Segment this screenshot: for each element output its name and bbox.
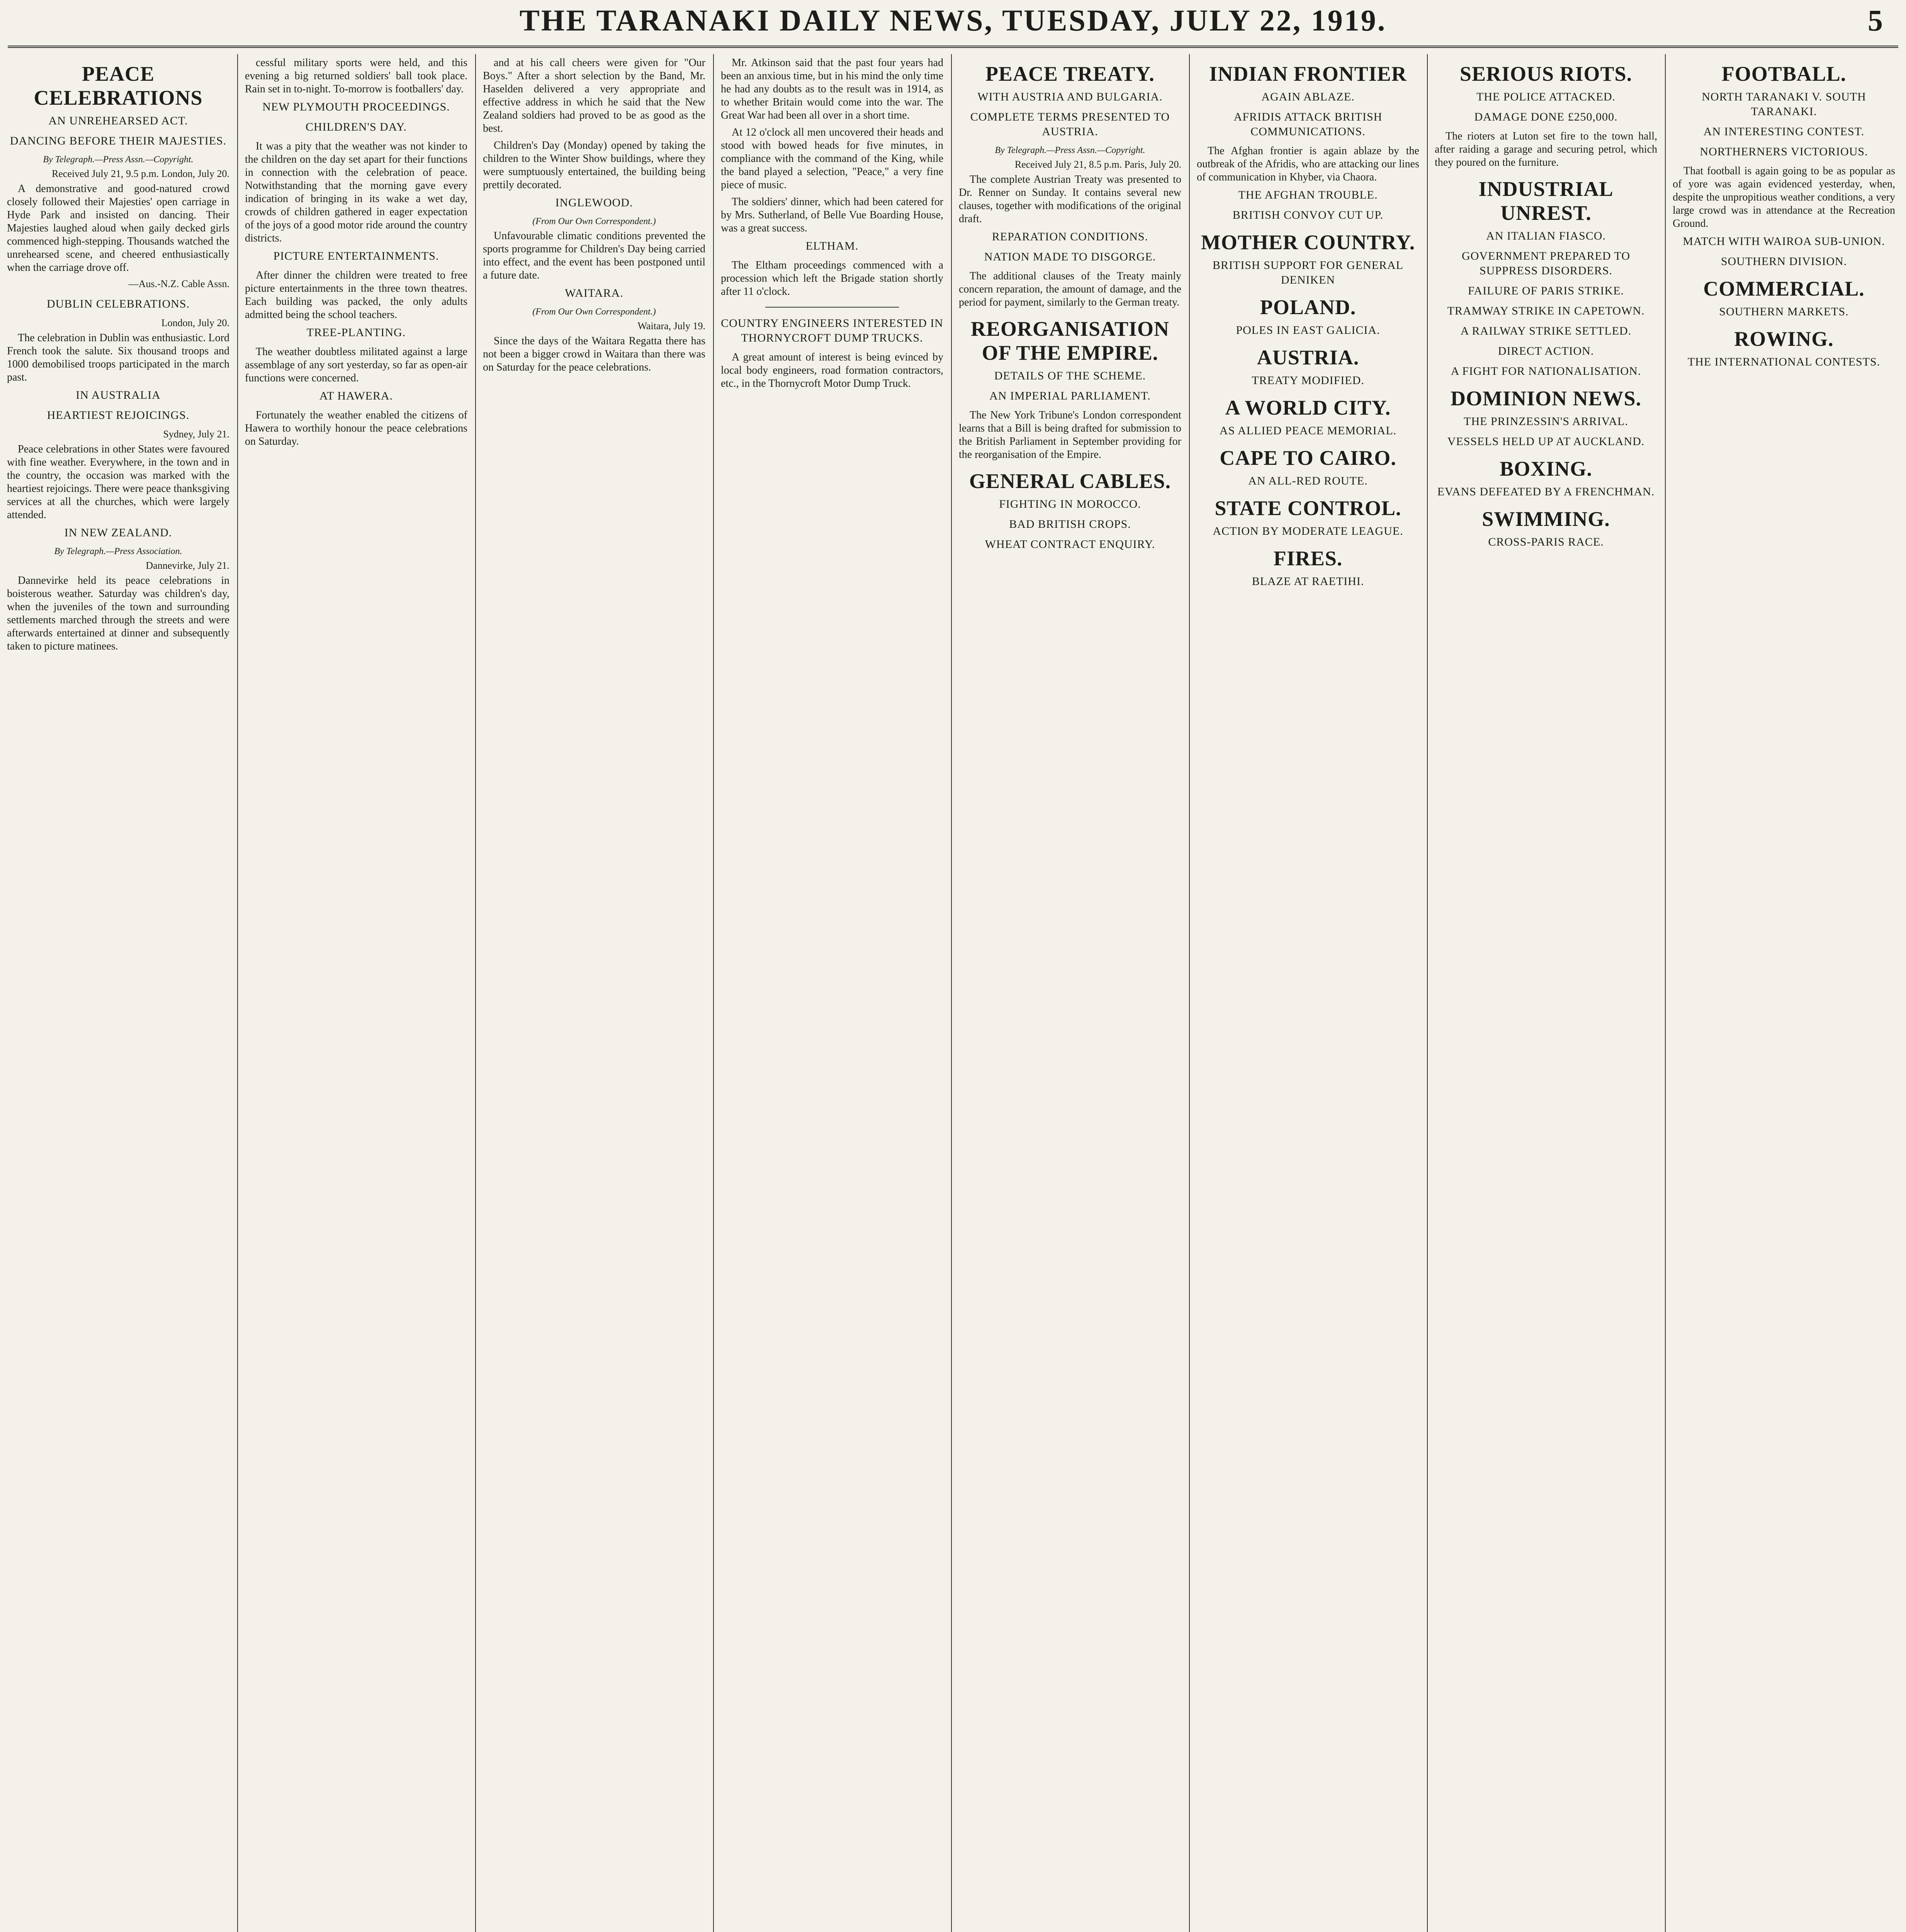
subhead: BAD BRITISH CROPS.: [1009, 518, 1131, 531]
headline-commercial: COMMERCIAL.: [1703, 277, 1865, 300]
headline-industrial-unrest: INDUSTRIAL UNREST.: [1478, 177, 1614, 224]
headline-peace-treaty: PEACE TREATY.: [985, 62, 1155, 85]
headline-boxing: BOXING.: [1500, 457, 1592, 480]
article-paragraph: The soldiers' dinner, which had been catered for by Mrs. Sutherland, of Belle Vue Boarding House, was a great success.: [721, 196, 943, 234]
credit-line: By Telegraph.—Press Association.: [54, 546, 182, 556]
article-paragraph: The celebration in Dublin was enthusiastic. Lord French took the salute. Six thousand troops and 1000 demobilised troops participated in the march past.: [7, 332, 229, 383]
subhead: A FIGHT FOR NATIONALISATION.: [1451, 365, 1641, 378]
subhead: IN NEW ZEALAND.: [64, 526, 172, 539]
headline-cape-to-cairo: CAPE TO CAIRO.: [1220, 446, 1396, 469]
article-paragraph: A demonstrative and good-natured crowd closely followed their Majesties' open carriage in Hyde Park and insisted on dancing. Their Majesties laughed aloud when gaily decked girls commenced high-stepping. Thousands watched the unrehearsed scene, and cheered enthusiastically when the carriage drove off.: [7, 183, 229, 274]
credit-line: (From Our Own Correspondent.): [532, 307, 656, 317]
headline-football: FOOTBALL.: [1721, 62, 1847, 85]
subhead: NORTH TARANAKI V. SOUTH TARANAKI.: [1702, 90, 1866, 118]
subhead: COUNTRY ENGINEERS INTERESTED IN THORNYCROFT DUMP TRUCKS.: [721, 317, 943, 344]
credit-line: By Telegraph.—Press Assn.—Copyright.: [995, 145, 1145, 155]
credit-line: (From Our Own Correspondent.): [532, 216, 656, 226]
subhead: CROSS-PARIS RACE.: [1488, 536, 1604, 548]
subhead: AN ITALIAN FIASCO.: [1486, 230, 1606, 242]
subhead: PICTURE ENTERTAINMENTS.: [273, 250, 439, 262]
dateline: London, July 20.: [161, 317, 229, 328]
headline-serious-riots: SERIOUS RIOTS.: [1459, 62, 1633, 85]
article-paragraph: The New York Tribune's London correspondent learns that a Bill is being drafted for submission to the British Parliament in September providing for the reorganisation of the Empire.: [959, 409, 1181, 461]
subhead: DIRECT ACTION.: [1498, 345, 1594, 357]
article-paragraph: That football is again going to be as popular as of yore was again evidenced yesterday, when, despite the unpropitious weather conditions, a very large crowd was in attendance at the Recreation Ground.: [1673, 165, 1895, 230]
subhead: AN UNREHEARSED ACT.: [48, 114, 188, 127]
column-4: [714, 54, 950, 1932]
subhead: WAITARA.: [565, 287, 623, 299]
subhead: CHILDREN'S DAY.: [305, 121, 407, 133]
headline-world-city: A WORLD CITY.: [1225, 396, 1391, 419]
subhead: DAMAGE DONE £250,000.: [1474, 111, 1618, 123]
article-paragraph: Unfavourable climatic conditions prevented the sports programme for Children's Day being carried into effect, and the event has been postponed until a future date.: [483, 230, 705, 281]
article-paragraph: The Afghan frontier is again ablaze by the outbreak of the Afridis, who are attacking our lines of communication in Khyber, via Chaora.: [1197, 145, 1419, 183]
subhead: AT HAWERA.: [319, 389, 393, 402]
subhead: AFRIDIS ATTACK BRITISH COMMUNICATIONS.: [1233, 111, 1383, 138]
headline-swimming: SWIMMING.: [1482, 507, 1610, 531]
article-paragraph: The rioters at Luton set fire to the town hall, after raiding a garage and securing petrol, which they poured on the furniture.: [1435, 130, 1657, 168]
article-paragraph: The Eltham proceedings commenced with a procession which left the Brigade station shortly after 11 o'clock.: [721, 259, 943, 298]
subhead: FAILURE OF PARIS STRIKE.: [1468, 284, 1624, 297]
column-8: [1666, 54, 1902, 1932]
subhead: NORTHERNERS VICTORIOUS.: [1700, 145, 1868, 158]
subhead: THE INTERNATIONAL CONTESTS.: [1687, 355, 1881, 368]
subhead: AGAIN ABLAZE.: [1261, 90, 1355, 103]
subhead: INGLEWOOD.: [555, 196, 633, 209]
subhead: TRAMWAY STRIKE IN CAPETOWN.: [1447, 304, 1645, 317]
subhead: THE AFGHAN TROUBLE.: [1238, 189, 1378, 201]
headline-indian-frontier: INDIAN FRONTIER: [1209, 62, 1407, 85]
subhead: MATCH WITH WAIROA SUB-UNION.: [1683, 235, 1885, 248]
subhead: SOUTHERN DIVISION.: [1721, 255, 1847, 268]
divider: [765, 307, 899, 308]
subhead: EVANS DEFEATED BY A FRENCHMAN.: [1437, 485, 1655, 498]
column-5: [952, 54, 1188, 1932]
article-paragraph: Since the days of the Waitara Regatta there has not been a bigger crowd in Waitara than there was on Saturday for the peace celebrations.: [483, 335, 705, 373]
headline-peace-celebrations: PEACE CELEBRATIONS: [34, 62, 203, 109]
dateline: Waitara, July 19.: [637, 320, 705, 332]
subhead: BLAZE AT RAETIHI.: [1252, 575, 1364, 588]
article-paragraph: After dinner the children were treated to free picture entertainments in the three town theatres. Each building was packed, the only adults admitted being the school teachers.: [245, 269, 467, 321]
column-2: [238, 54, 474, 1932]
headline-dominion-news: DOMINION NEWS.: [1450, 387, 1642, 410]
dateline: Sydney, July 21.: [163, 429, 229, 440]
subhead: DANCING BEFORE THEIR MAJESTIES.: [10, 134, 227, 147]
subhead: THE PRINZESSIN'S ARRIVAL.: [1464, 415, 1628, 428]
article-paragraph: Dannevirke held its peace celebrations in boisterous weather. Saturday was children's day, when the juveniles of the town and surrounding settlements marched through the streets and were afterwards entertained at dinner and subsequently taken to picture matinees.: [7, 575, 229, 652]
article-paragraph: Children's Day (Monday) opened by taking the children to the Winter Show buildings, where they were sumptuously entertained, the building being prettily decorated.: [483, 139, 705, 191]
subhead: GOVERNMENT PREPARED TO SUPPRESS DISORDERS.: [1462, 250, 1630, 277]
subhead: REPARATION CONDITIONS.: [992, 230, 1148, 243]
article-paragraph: cessful military sports were held, and this evening a big returned soldiers' ball took place. Rain set in to-night. To-morrow is footballers' day.: [245, 57, 467, 95]
column-7: [1428, 54, 1664, 1932]
subhead: VESSELS HELD UP AT AUCKLAND.: [1447, 435, 1645, 448]
subhead: SOUTHERN MARKETS.: [1719, 305, 1849, 318]
subhead: ACTION BY MODERATE LEAGUE.: [1213, 525, 1403, 537]
subhead: AN INTERESTING CONTEST.: [1703, 125, 1865, 138]
headline-fires: FIRES.: [1273, 547, 1343, 570]
column-3: [476, 54, 712, 1932]
subhead: COMPLETE TERMS PRESENTED TO AUSTRIA.: [970, 111, 1170, 138]
subhead: HEARTIEST REJOICINGS.: [47, 409, 190, 422]
headline-rowing: ROWING.: [1734, 327, 1834, 350]
subhead: AN IMPERIAL PARLIAMENT.: [989, 389, 1151, 402]
headline-poland: POLAND.: [1260, 296, 1356, 319]
masthead-rule: [8, 46, 1898, 48]
article-paragraph: A great amount of interest is being evinced by local body engineers, road formation contractors, etc., in the Thornycroft Motor Dump Truck.: [721, 351, 943, 389]
sign-off: —Aus.-N.Z. Cable Assn.: [128, 278, 229, 289]
headline-general-cables: GENERAL CABLES.: [969, 469, 1171, 493]
subhead: NATION MADE TO DISGORGE.: [984, 250, 1156, 263]
column-6: [1190, 54, 1426, 1932]
subhead: FIGHTING IN MOROCCO.: [999, 498, 1141, 510]
subhead: NEW PLYMOUTH PROCEEDINGS.: [262, 100, 450, 113]
subhead: WITH AUSTRIA AND BULGARIA.: [977, 90, 1163, 103]
subhead: POLES IN EAST GALICIA.: [1236, 324, 1380, 337]
dateline: Dannevirke, July 21.: [146, 560, 229, 571]
article-paragraph: The complete Austrian Treaty was presented to Dr. Renner on Sunday. It contains several new clauses, together with modifications of the original draft.: [959, 173, 1181, 225]
subhead: TREATY MODIFIED.: [1252, 374, 1364, 387]
subhead: IN AUSTRALIA: [76, 389, 161, 401]
subhead: DETAILS OF THE SCHEME.: [994, 369, 1146, 382]
article-paragraph: The additional clauses of the Treaty mainly concern reparation, the amount of damage, and the period for payment, similarly to the German treaty.: [959, 270, 1181, 308]
credit-line: By Telegraph.—Press Assn.—Copyright.: [43, 155, 194, 165]
dateline: Received July 21, 9.5 p.m. London, July 20.: [51, 168, 229, 179]
article-paragraph: It was a pity that the weather was not kinder to the children on the day set apart for their functions in connection with the celebration of peace. Notwithstanding that the morning gave every indication of bringing in its wake a wet day, crowds of children gathered in eager expectation of the joys of a good motor ride around the country districts.: [245, 140, 467, 244]
headline-state-control: STATE CONTROL.: [1215, 497, 1401, 520]
headline-reorganisation: REORGANISATION OF THE EMPIRE.: [970, 317, 1170, 364]
subhead: AN ALL-RED ROUTE.: [1248, 474, 1368, 487]
masthead-title: THE TARANAKI DAILY NEWS, TUESDAY, JULY 22, 1919.: [519, 3, 1387, 37]
headline-mother-country: MOTHER COUNTRY.: [1201, 231, 1415, 254]
subhead: A RAILWAY STRIKE SETTLED.: [1460, 325, 1632, 337]
subhead: ELTHAM.: [805, 240, 859, 252]
subhead: WHEAT CONTRACT ENQUIRY.: [985, 538, 1155, 551]
article-paragraph: Fortunately the weather enabled the citizens of Hawera to worthily honour the peace celebrations on Saturday.: [245, 409, 467, 447]
page-number: 5: [1868, 3, 1883, 37]
article-paragraph: Peace celebrations in other States were favoured with fine weather. Everywhere, in the town and in the country, the occasion was marked with the heartiest rejoicings. There were peace thanksgiving services at all the churches, which were largely attended.: [7, 443, 229, 521]
article-paragraph: Mr. Atkinson said that the past four years had been an anxious time, but in his mind the only time he had any doubts as to the result was in 1914, as to whether Britain would come into the war. The Great War had been all over in a short time.: [721, 57, 943, 121]
article-paragraph: and at his call cheers were given for "Our Boys." After a short selection by the Band, Mr. Haselden delivered a very appropriate and effective address in which he said that the New Zealand soldiers had proved to be as good as the best.: [483, 57, 705, 134]
subhead: TREE-PLANTING.: [306, 326, 406, 339]
subhead: DUBLIN CELEBRATIONS.: [47, 298, 190, 310]
headline-austria: AUSTRIA.: [1257, 346, 1359, 369]
subhead: BRITISH SUPPORT FOR GENERAL DENIKEN: [1213, 259, 1403, 286]
subhead: AS ALLIED PEACE MEMORIAL.: [1219, 424, 1397, 437]
article-paragraph: At 12 o'clock all men uncovered their heads and stood with bowed heads for five minutes, in compliance with the command of the King, while the band played a selection, "Peace," a very fine piece of music.: [721, 126, 943, 191]
masthead: [0, 0, 1906, 43]
dateline: Received July 21, 8.5 p.m. Paris, July 20.: [1014, 159, 1181, 170]
column-1: [0, 54, 236, 1932]
subhead: BRITISH CONVOY CUT UP.: [1232, 209, 1384, 221]
article-paragraph: The weather doubtless militated against a large assemblage of any sort yesterday, so far as open-air functions were concerned.: [245, 346, 467, 384]
subhead: THE POLICE ATTACKED.: [1476, 90, 1616, 103]
